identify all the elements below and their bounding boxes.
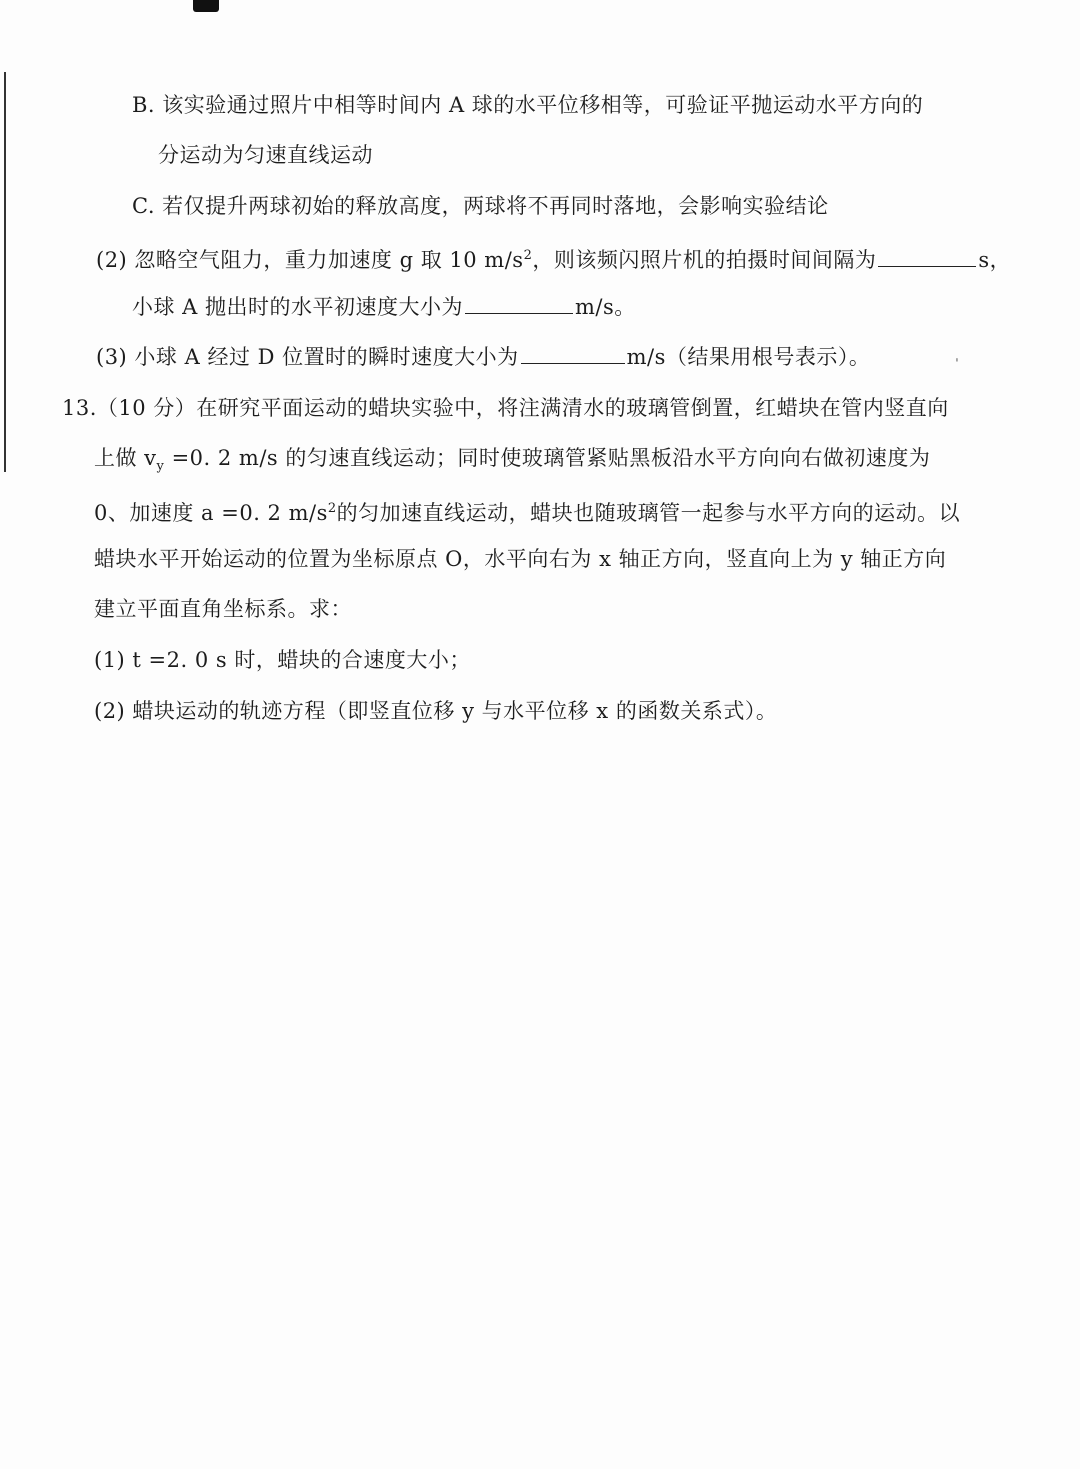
q13-part1: (1) t =2. 0 s 时，蜡块的合速度大小； — [94, 648, 471, 672]
answer-blank-initial-velocity[interactable] — [465, 293, 573, 314]
q12-part2-line2 — [132, 292, 636, 322]
option-c-line: C. 若仅提升两球初始的释放高度，两球将不再同时落地，会影响实验结论 — [132, 194, 829, 218]
q12-part3-text-a: (3) 小球 A 经过 D 位置时的瞬时速度大小为 — [96, 345, 519, 369]
option-b-line1: B. 该实验通过照片中相等时间内 A 球的水平位移相等，可验证平抛运动水平方向的 — [132, 93, 924, 117]
q12-part2-unit-ms: m/s。 — [575, 295, 636, 319]
q13-line5: 建立平面直角坐标系。求： — [94, 597, 352, 621]
q13-line3-text-a: 0、加速度 a =0. 2 m/s — [94, 501, 328, 525]
q13-line3-sup: 2 — [327, 501, 337, 516]
q12-part2-text-a: (2) 忽略空气阻力，重力加速度 g 取 10 m/s — [96, 248, 524, 272]
q12-part2-text-b: ，则该频闪照片机的拍摄时间间隔为 — [532, 248, 877, 272]
q13-line2-text-a: 上做 v — [94, 446, 157, 470]
page-left-edge-line — [4, 72, 6, 472]
q13-line3-text-b: 的匀加速直线运动，蜡块也随玻璃管一起参与水平方向的运动。以 — [336, 501, 961, 525]
q12-part2-line1 — [96, 241, 1011, 275]
q12-part2-unit-s: s， — [978, 248, 1012, 272]
q13-line4: 蜡块水平开始运动的位置为坐标原点 O，水平向右为 x 轴正方向，竖直向上为 y 轴正方向 — [94, 547, 947, 571]
answer-blank-time-interval[interactable] — [878, 246, 976, 267]
q12-part2-sup: 2 — [523, 248, 533, 263]
stray-mark: ˌ — [955, 348, 959, 364]
q12-part2-line2-text: 小球 A 抛出时的水平初速度大小为 — [132, 295, 464, 319]
q13-line2 — [94, 443, 930, 482]
q13-part2: (2) 蜡块运动的轨迹方程（即竖直位移 y 与水平位移 x 的函数关系式）。 — [94, 699, 778, 723]
q12-part3-line — [96, 342, 870, 372]
q13-line2-text-b: =0. 2 m/s 的匀速直线运动；同时使玻璃管紧贴黑板沿水平方向向右做初速度为 — [164, 446, 931, 470]
answer-blank-velocity-at-d[interactable] — [521, 343, 625, 364]
top-edge-mark — [193, 0, 219, 12]
q13-line2-sub: y — [156, 459, 165, 475]
q13-line3 — [94, 494, 960, 528]
option-b-line2: 分运动为匀速直线运动 — [158, 143, 373, 167]
q12-part3-text-b: m/s（结果用根号表示）。 — [626, 345, 871, 369]
q13-line1: 13.（10 分）在研究平面运动的蜡块实验中，将注满清水的玻璃管倒置，红蜡块在管内竖直向 — [62, 396, 949, 420]
